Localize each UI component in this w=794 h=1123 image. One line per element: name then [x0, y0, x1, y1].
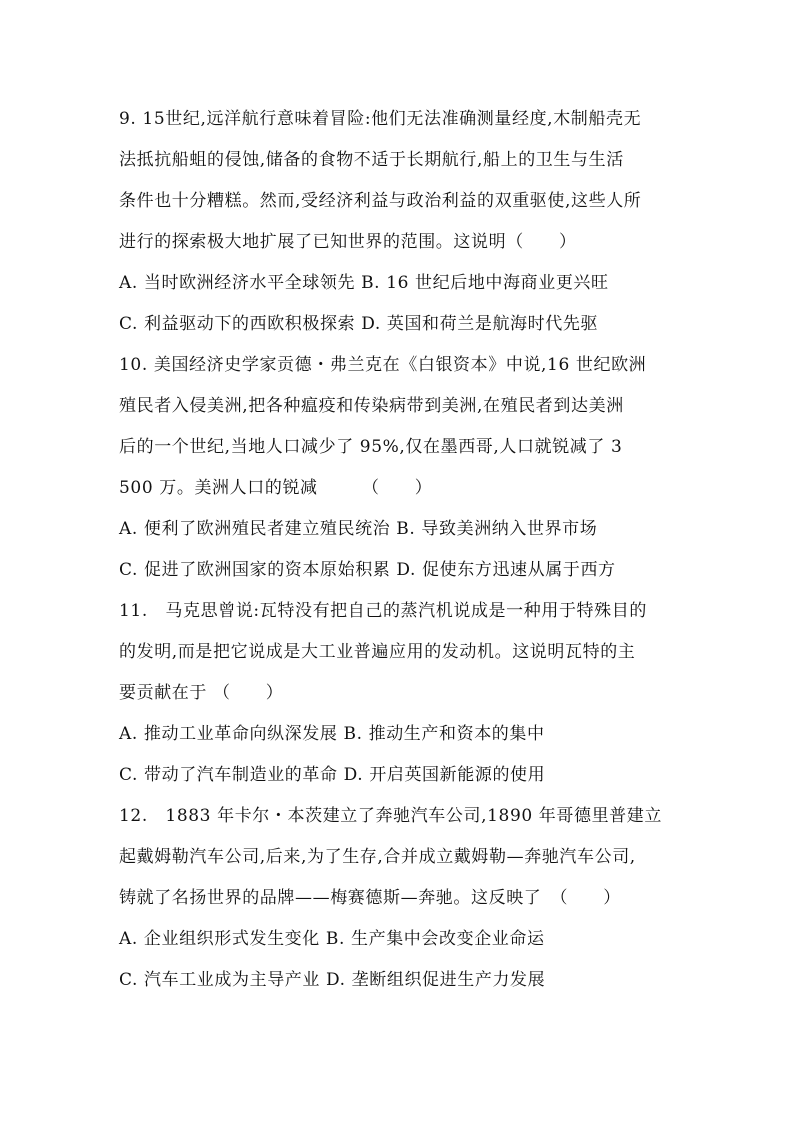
q12-options-cd: C. 汽车工业成为主导产业 D. 垄断组织促进生产力发展: [119, 970, 546, 990]
q10-stem-line-2: 殖民者入侵美洲,把各种瘟疫和传染病带到美洲,在殖民者到达美洲: [119, 396, 624, 416]
q10-stem-line-3: 后的一个世纪,当地人口减少了 95%,仅在墨西哥,人口就锐减了 3: [119, 437, 623, 457]
q9-stem-line-3: 条件也十分糟糕。然而,受经济利益与政治利益的双重驱使,这些人所: [119, 191, 642, 211]
q12-stem-line-3: 铸就了名扬世界的品牌——梅赛德斯—奔驰。这反映了 （ ）: [119, 888, 621, 908]
q10-stem-line-1: 10. 美国经济史学家贡德・弗兰克在《白银资本》中说,16 世纪欧洲: [119, 355, 647, 375]
q11-stem-line-3: 要贡献在于 （ ）: [119, 683, 284, 703]
q11-stem-line-1: 11. 马克思曾说:瓦特没有把自己的蒸汽机说成是一种用于特殊目的: [119, 601, 647, 621]
q9-stem-line-2: 法抵抗船蛆的侵蚀,储备的食物不适于长期航行,船上的卫生与生活: [119, 150, 624, 170]
q12-options-ab: A. 企业组织形式发生变化 B. 生产集中会改变企业命运: [119, 929, 545, 949]
q11-options-cd: C. 带动了汽车制造业的革命 D. 开启英国新能源的使用: [119, 765, 546, 785]
q10-options-cd: C. 促进了欧洲国家的资本原始积累 D. 促使东方迅速从属于西方: [119, 560, 616, 580]
q9-options-cd: C. 利益驱动下的西欧积极探索 D. 英国和荷兰是航海时代先驱: [119, 314, 599, 334]
q10-stem-line-4: 500 万。美洲人口的锐减 （ ）: [119, 478, 433, 498]
q9-options-ab: A. 当时欧洲经济水平全球领先 B. 16 世纪后地中海商业更兴旺: [119, 273, 609, 293]
q10-options-ab: A. 便利了欧洲殖民者建立殖民统治 B. 导致美洲纳入世界市场: [119, 519, 598, 539]
q12-stem-line-1: 12. 1883 年卡尔・本茨建立了奔驰汽车公司,1890 年哥德里普建立: [119, 806, 662, 826]
q12-stem-line-2: 起戴姆勒汽车公司,后来,为了生存,合并成立戴姆勒—奔驰汽车公司,: [119, 847, 636, 867]
q11-stem-line-2: 的发明,而是把它说成是大工业普遍应用的发动机。这说明瓦特的主: [119, 642, 636, 662]
q9-stem-line-4: 进行的探索极大地扩展了已知世界的范围。这说明（ ）: [119, 232, 577, 252]
q11-options-ab: A. 推动工业革命向纵深发展 B. 推动生产和资本的集中: [119, 724, 545, 744]
q9-stem-line-1: 9. 15世纪,远洋航行意味着冒险:他们无法准确测量经度,木制船壳无: [119, 109, 642, 129]
